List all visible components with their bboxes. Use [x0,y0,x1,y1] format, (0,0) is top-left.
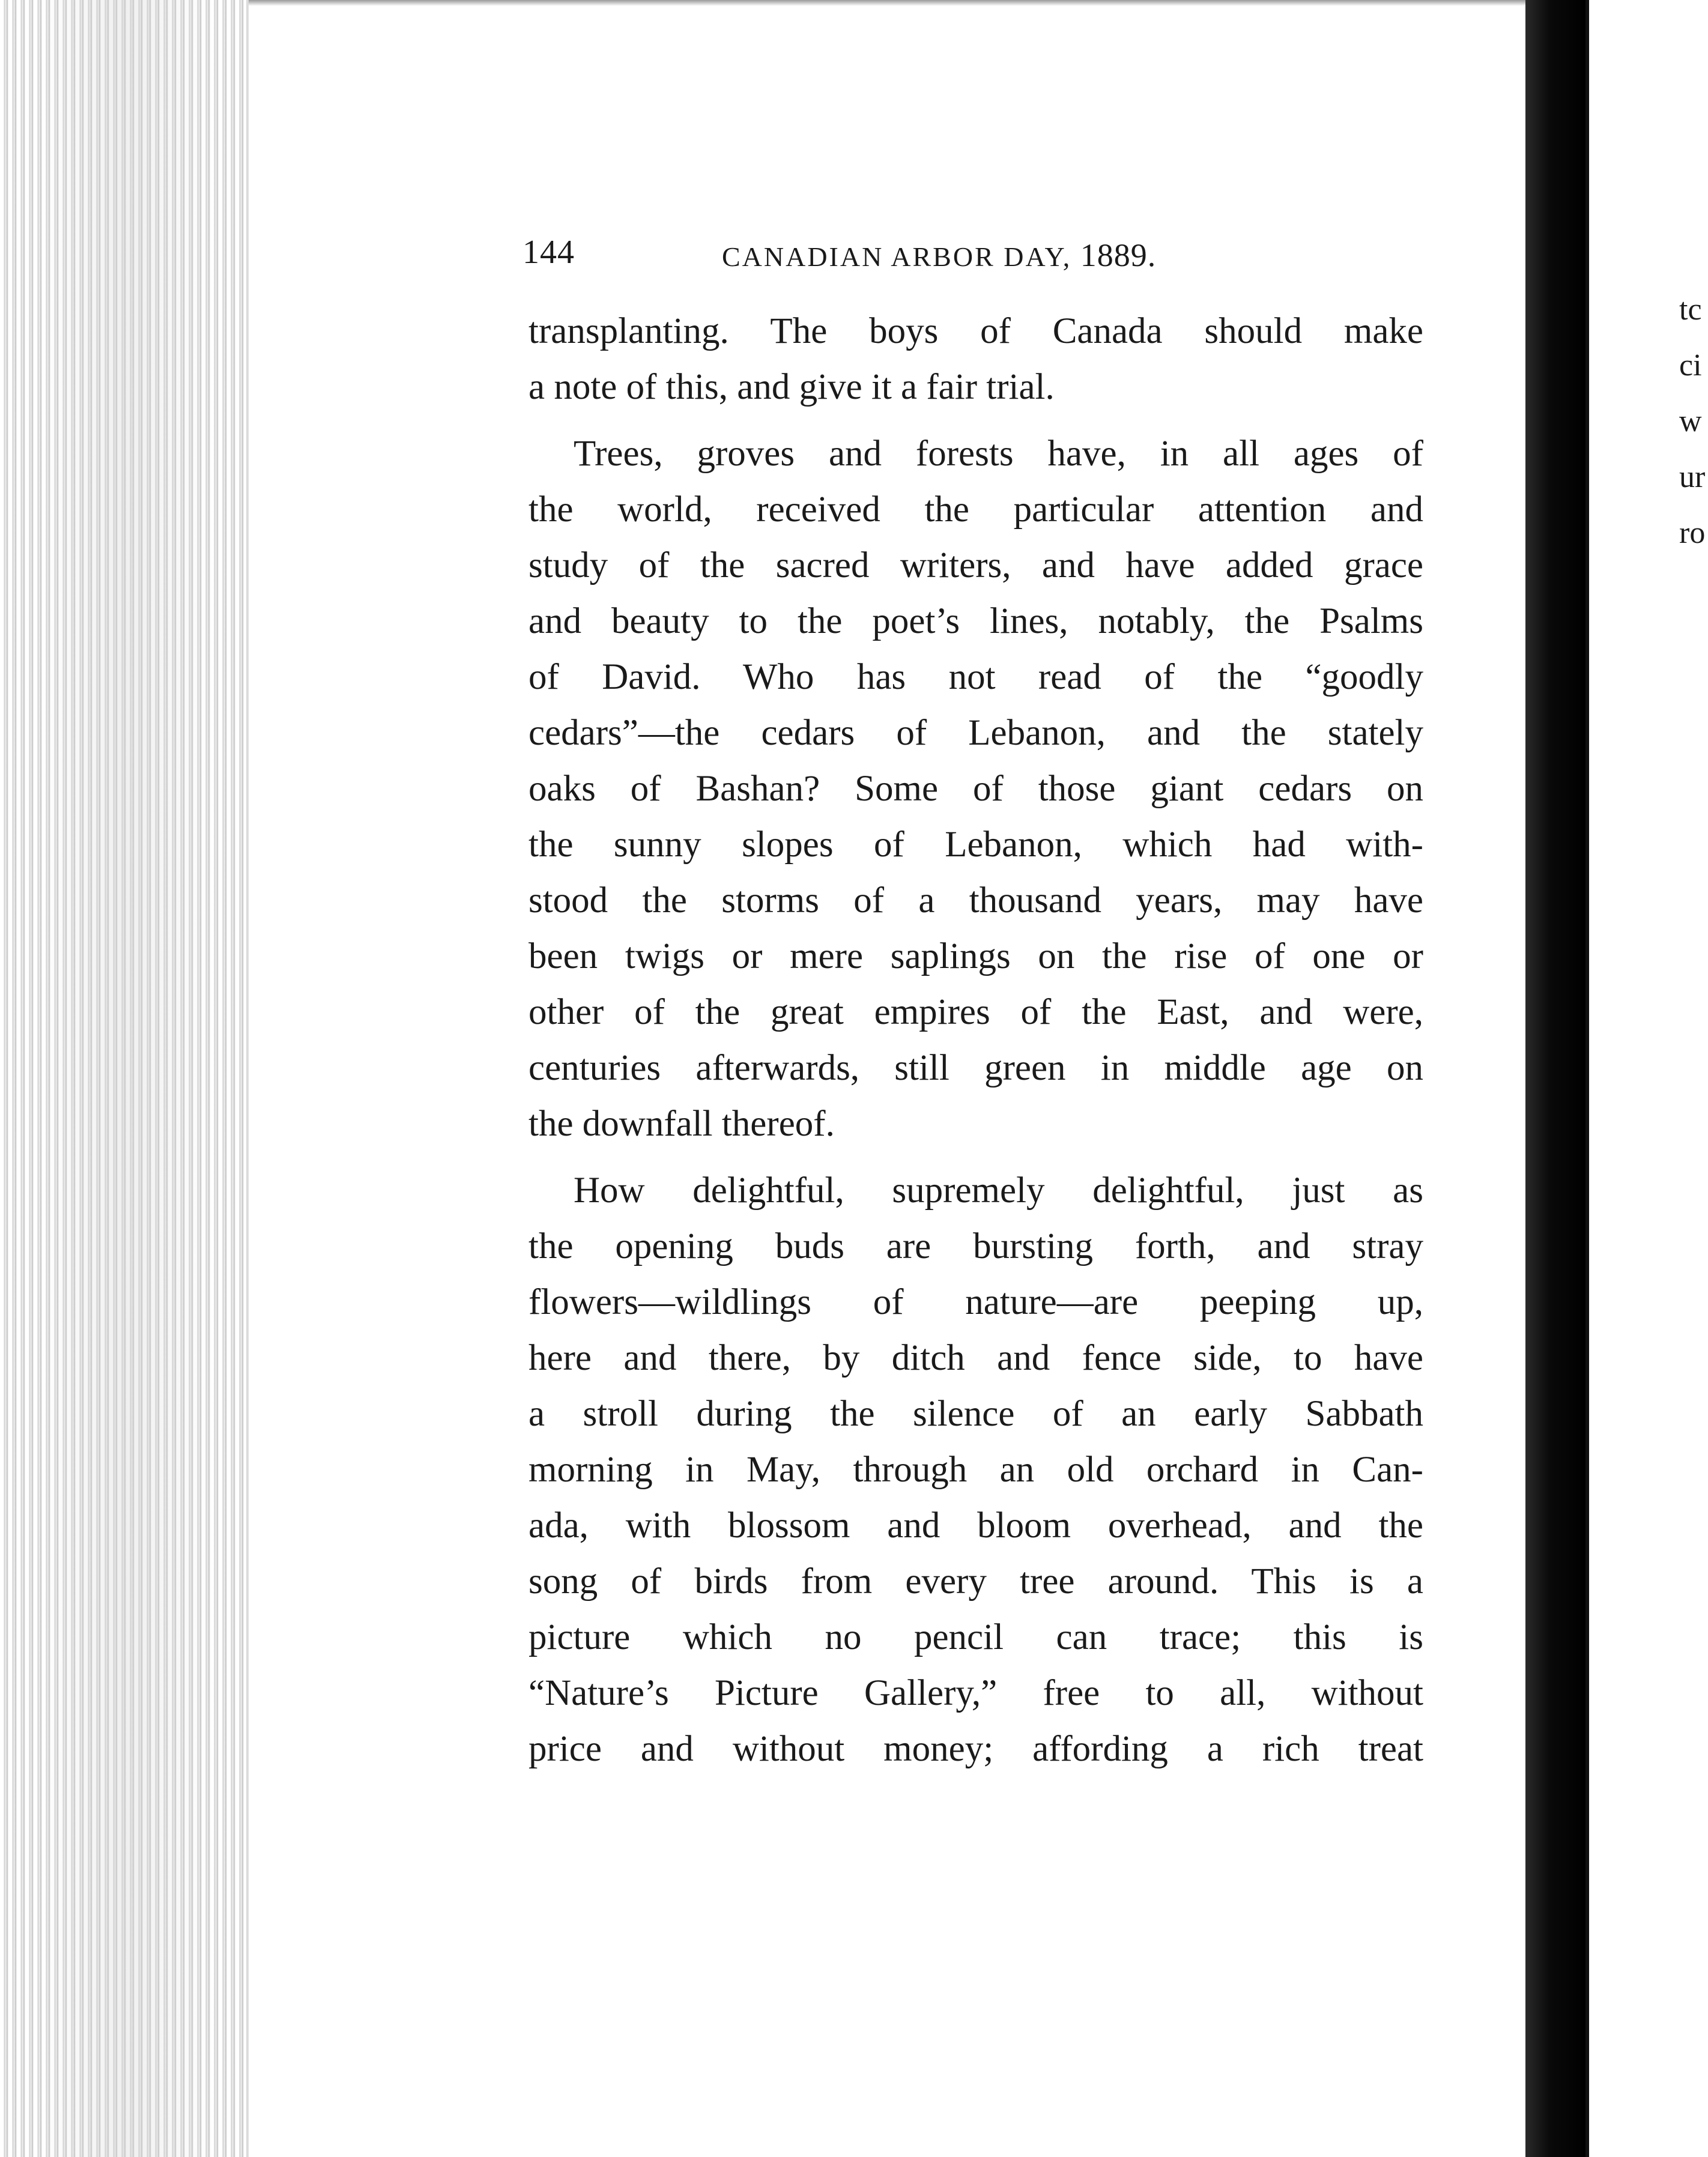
text-line: stood the storms of a thousand years, may have [528,880,1423,921]
facing-page-fragment: ro [1679,516,1706,550]
running-title-text: CANADIAN ARBOR DAY, [722,241,1072,272]
text-line: the world, received the particular attention and [528,489,1423,530]
text-line: transplanting. The boys of Canada should make [528,311,1423,351]
text-line: Trees, groves and forests have, in all ages of [574,434,1423,474]
text-line: here and there, by ditch and fence side, to have [528,1338,1423,1378]
text-line: flowers—wildlings of nature—are peeping up, [528,1282,1423,1322]
text-line: ada, with blossom and bloom overhead, and the [528,1505,1423,1546]
running-title-year: 1889. [1080,237,1157,273]
text-line: the downfall thereof. [528,1104,835,1144]
text-line: centuries afterwards, still green in middle age on [528,1048,1423,1088]
facing-page-fragment: w [1679,404,1702,438]
text-line: the opening buds are bursting forth, and stray [528,1226,1423,1266]
text-line: song of birds from every tree around. This is a [528,1561,1423,1602]
paragraph-1 [528,303,1423,415]
facing-page [1585,0,1708,2157]
body-text [528,303,1423,1788]
paragraph-2 [528,426,1423,1152]
text-line: a stroll during the silence of an early Sabbath [528,1394,1423,1434]
text-line: and beauty to the poet’s lines, notably, the Psalms [528,601,1423,641]
text-line: the sunny slopes of Lebanon, which had with- [528,824,1423,865]
text-line: “Nature’s Picture Gallery,” free to all, without [528,1673,1423,1713]
text-line: been twigs or mere saplings on the rise of one or [528,936,1423,976]
text-line: other of the great empires of the East, and were, [528,992,1423,1032]
page-number: 144 [522,234,575,271]
running-header [522,233,1243,281]
text-line: How delightful, supremely delightful, just as [574,1170,1423,1211]
text-line: morning in May, through an old orchard in Can- [528,1450,1423,1490]
facing-page-fragment: ur [1679,460,1706,494]
book-gutter [1525,0,1585,2157]
facing-page-fragment: ci [1679,348,1702,383]
running-title [722,237,1156,274]
text-line: picture which no pencil can trace; this is [528,1617,1423,1657]
text-line: oaks of Bashan? Some of those giant cedars on [528,769,1423,809]
text-line: a note of this, and give it a fair trial. [528,367,1055,407]
paragraph-3 [528,1163,1423,1777]
facing-page-fragment: tc [1679,292,1702,327]
page-stack-edge [0,0,249,2157]
text-line: cedars”—the cedars of Lebanon, and the stately [528,713,1423,753]
text-line: price and without money; affording a rich treat [528,1729,1423,1769]
text-line: study of the sacred writers, and have added grace [528,545,1423,585]
text-line: of David. Who has not read of the “goodly [528,657,1423,697]
